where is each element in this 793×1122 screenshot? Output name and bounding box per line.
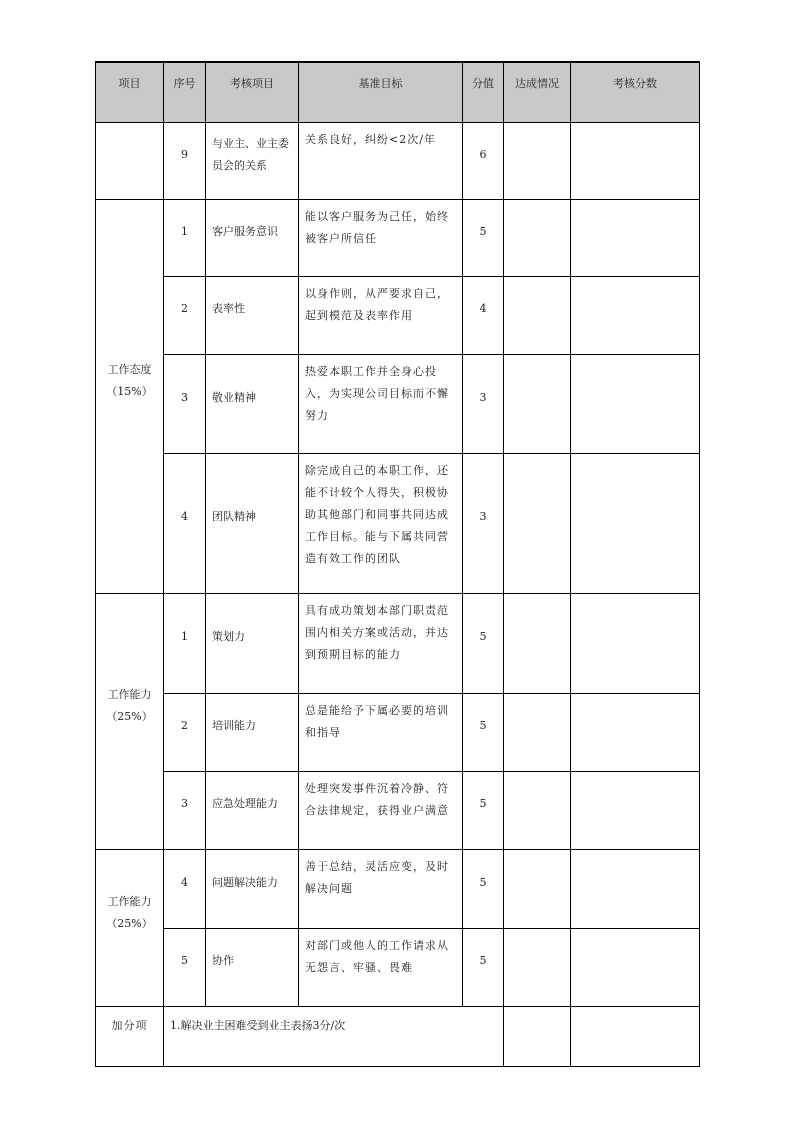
bonus-label: 加分项	[96, 1006, 164, 1066]
achievement-input-cell[interactable]	[504, 593, 571, 693]
row-number: 1	[164, 593, 206, 693]
score-value: 3	[463, 354, 504, 453]
target-description: 热爱本职工作并全身心投入，为实现公司目标而不懈努力	[299, 354, 463, 453]
assessment-item: 协作	[206, 928, 299, 1006]
achievement-input-cell[interactable]	[504, 693, 571, 771]
header-item: 考核项目	[206, 62, 299, 122]
assessment-table	[95, 61, 700, 1067]
bonus-achievement-cell[interactable]	[504, 1006, 571, 1066]
achievement-input-cell[interactable]	[504, 276, 571, 354]
score-value: 5	[463, 593, 504, 693]
target-description: 以身作则，从严要求自己，起到模范及表率作用	[299, 276, 463, 354]
assessment-item: 策划力	[206, 593, 299, 693]
table-row	[96, 122, 700, 199]
target-description: 处理突发事件沉着冷静、符合法律规定，获得业户满意	[299, 771, 463, 849]
row-number: 3	[164, 771, 206, 849]
target-description: 善于总结，灵活应变，及时解决问题	[299, 849, 463, 928]
bonus-row	[96, 1006, 700, 1066]
achievement-input-cell[interactable]	[504, 354, 571, 453]
row-number: 4	[164, 849, 206, 928]
table-row	[96, 928, 700, 1006]
achievement-input-cell[interactable]	[504, 199, 571, 276]
assessment-score-input-cell[interactable]	[571, 771, 700, 849]
row-number: 4	[164, 453, 206, 593]
assessment-score-input-cell[interactable]	[571, 453, 700, 593]
assessment-score-input-cell[interactable]	[571, 199, 700, 276]
category-name: 工作能力	[107, 688, 152, 701]
assessment-item: 表率性	[206, 276, 299, 354]
table-row	[96, 593, 700, 693]
table-row	[96, 354, 700, 453]
score-value: 3	[463, 453, 504, 593]
score-value: 5	[463, 693, 504, 771]
header-row	[96, 62, 700, 122]
achievement-input-cell[interactable]	[504, 122, 571, 199]
row-number: 9	[164, 122, 206, 199]
header-achievement: 达成情况	[504, 62, 571, 122]
table-row	[96, 453, 700, 593]
row-number: 2	[164, 693, 206, 771]
bonus-text: 1.解决业主困难受到业主表扬3分/次	[164, 1006, 504, 1066]
table-row	[96, 693, 700, 771]
table-row	[96, 771, 700, 849]
row-number: 5	[164, 928, 206, 1006]
assessment-score-input-cell[interactable]	[571, 276, 700, 354]
category-name: 工作态度	[107, 363, 152, 376]
assessment-score-input-cell[interactable]	[571, 354, 700, 453]
category-cell	[96, 199, 164, 593]
assessment-item: 问题解决能力	[206, 849, 299, 928]
achievement-input-cell[interactable]	[504, 849, 571, 928]
score-value: 5	[463, 771, 504, 849]
category-cell	[96, 593, 164, 849]
assessment-item: 培训能力	[206, 693, 299, 771]
achievement-input-cell[interactable]	[504, 771, 571, 849]
assessment-item: 敬业精神	[206, 354, 299, 453]
header-target: 基准目标	[299, 62, 463, 122]
achievement-input-cell[interactable]	[504, 928, 571, 1006]
header-assessment-score: 考核分数	[571, 62, 700, 122]
assessment-score-input-cell[interactable]	[571, 693, 700, 771]
assessment-score-input-cell[interactable]	[571, 122, 700, 199]
achievement-input-cell[interactable]	[504, 453, 571, 593]
assessment-item: 客户服务意识	[206, 199, 299, 276]
table-row	[96, 199, 700, 276]
assessment-score-input-cell[interactable]	[571, 593, 700, 693]
target-description: 对部门或他人的工作请求从无怨言、牢骚、畏难	[299, 928, 463, 1006]
row-number: 2	[164, 276, 206, 354]
row-number: 3	[164, 354, 206, 453]
category-weight: （25%）	[106, 710, 153, 723]
score-value: 5	[463, 849, 504, 928]
assessment-item: 应急处理能力	[206, 771, 299, 849]
target-description: 除完成自己的本职工作，还能不计较个人得失，积极协助其他部门和同事共同达成工作目标。能与下属共同营造有效工作的团队	[299, 453, 463, 593]
table-row	[96, 276, 700, 354]
header-category: 项目	[96, 62, 164, 122]
target-description: 总是能给予下属必要的培训和指导	[299, 693, 463, 771]
header-score-value: 分值	[463, 62, 504, 122]
header-number: 序号	[164, 62, 206, 122]
category-weight: （25%）	[106, 916, 153, 930]
target-description: 关系良好，纠纷<2次/年	[299, 122, 463, 199]
category-weight: （15%）	[106, 385, 153, 398]
category-name: 工作能力	[107, 894, 152, 908]
assessment-score-input-cell[interactable]	[571, 849, 700, 928]
assessment-score-input-cell[interactable]	[571, 928, 700, 1006]
category-cell-empty	[96, 122, 164, 199]
score-value: 4	[463, 276, 504, 354]
table-row	[96, 849, 700, 928]
score-value: 6	[463, 122, 504, 199]
row-number: 1	[164, 199, 206, 276]
assessment-item: 团队精神	[206, 453, 299, 593]
target-description: 具有成功策划本部门职责范围内相关方案或活动，并达到预期目标的能力	[299, 593, 463, 693]
target-description: 能以客户服务为己任，始终被客户所信任	[299, 199, 463, 276]
assessment-item: 与业主、业主委员会的关系	[206, 122, 299, 199]
bonus-score-cell[interactable]	[571, 1006, 700, 1066]
category-cell	[96, 849, 164, 1006]
score-value: 5	[463, 199, 504, 276]
score-value: 5	[463, 928, 504, 1006]
